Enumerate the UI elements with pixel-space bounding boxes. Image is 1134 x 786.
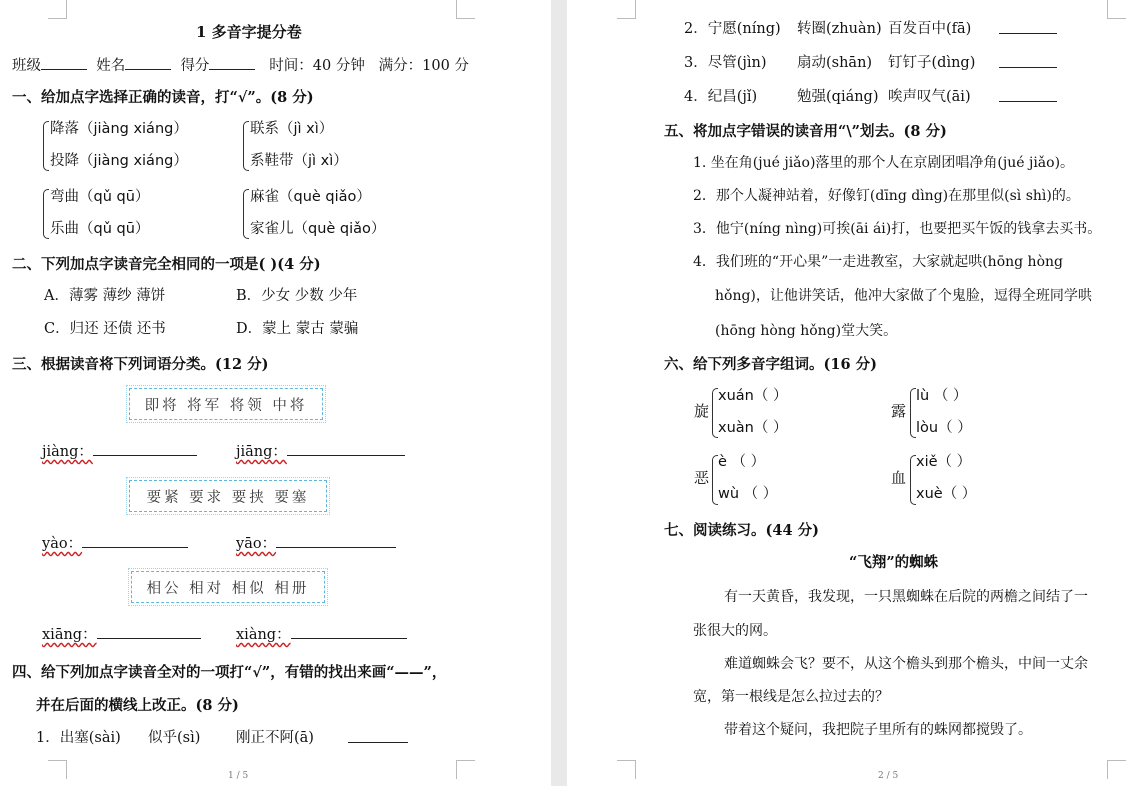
question-item[interactable]: 钉钉子(dìng) bbox=[888, 55, 976, 71]
pinyin-label: xiàng： bbox=[236, 627, 291, 643]
pinyin-row bbox=[42, 624, 201, 645]
score-label: 得分 bbox=[180, 58, 210, 74]
answer-line[interactable] bbox=[287, 441, 405, 456]
answer-line[interactable] bbox=[348, 728, 408, 743]
option-d[interactable]: D．蒙上 蒙古 蒙骗 bbox=[236, 321, 359, 337]
info-line bbox=[12, 55, 469, 76]
question-item[interactable]: 百发百中(fā) bbox=[888, 21, 972, 37]
question-item[interactable]: 刚正不阿(ā) bbox=[236, 730, 314, 746]
choice-item[interactable]: 投降（jiàng xiáng） bbox=[50, 153, 188, 169]
section-6-heading: 六、给下列多音字组词。(16 分) bbox=[664, 356, 877, 373]
answer-line[interactable] bbox=[82, 533, 188, 548]
class-field[interactable] bbox=[41, 55, 87, 70]
pinyin-label: xiāng： bbox=[42, 627, 97, 643]
section-1-heading: 一、给加点字选择正确的读音，打“√”。(8 分) bbox=[12, 89, 314, 106]
page-number: 2 / 5 bbox=[878, 771, 899, 781]
page-title: 1 多音字提分卷 bbox=[196, 23, 302, 41]
answer-line[interactable] bbox=[291, 624, 407, 639]
pinyin-row bbox=[236, 624, 407, 645]
page-number: 1 / 5 bbox=[228, 771, 249, 781]
passage-title: “飞翔”的蜘蛛 bbox=[849, 554, 939, 571]
answer-line[interactable] bbox=[276, 533, 396, 548]
pinyin-label: yāo： bbox=[236, 536, 277, 552]
char-1: 旋 bbox=[694, 402, 710, 420]
section-2-heading: 二、下列加点字读音完全相同的一项是( )(4 分) bbox=[12, 256, 321, 273]
crop-mark bbox=[617, 0, 636, 19]
answer-row bbox=[999, 19, 1057, 40]
question-item[interactable]: 转圈(zhuàn) bbox=[797, 21, 882, 37]
choice-item[interactable]: 麻雀（què qiǎo） bbox=[250, 189, 371, 205]
choice-item[interactable]: 系鞋带（jì xì） bbox=[250, 153, 348, 169]
crop-mark bbox=[456, 760, 475, 779]
passage-text: 张很大的网。 bbox=[693, 623, 777, 639]
question-item[interactable]: 唉声叹气(āi) bbox=[888, 89, 971, 105]
name-label: 姓名 bbox=[96, 58, 126, 74]
sentence-4[interactable]: 4．我们班的“开心果”一走进教室，大家就起哄(hōng hòng bbox=[693, 254, 1063, 270]
word-slot[interactable]: lòu（ ） bbox=[916, 420, 972, 436]
section-5-heading: 五、将加点字错误的读音用“\”划去。(8 分) bbox=[664, 123, 947, 140]
section-7-heading: 七、阅读练习。(44 分) bbox=[664, 522, 819, 539]
choice-item[interactable]: 弯曲（qǔ qū） bbox=[50, 189, 150, 205]
pinyin-row bbox=[236, 441, 405, 462]
page-1 bbox=[0, 0, 551, 786]
time-label: 时间：40 分钟 bbox=[269, 58, 365, 74]
pinyin-label: yào： bbox=[42, 536, 83, 552]
crop-mark bbox=[617, 760, 636, 779]
word-box: 即将 将军 将领 中将 bbox=[129, 388, 323, 420]
choice-item[interactable]: 家雀儿（què qiǎo） bbox=[250, 221, 386, 237]
question-item[interactable]: 扇动(shān) bbox=[797, 55, 873, 71]
brace bbox=[43, 189, 49, 239]
word-slot[interactable]: xuè（ ） bbox=[916, 486, 977, 502]
answer-line[interactable] bbox=[999, 19, 1057, 34]
option-b[interactable]: B．少女 少数 少年 bbox=[236, 288, 358, 304]
answer-line[interactable] bbox=[999, 53, 1057, 68]
word-slot[interactable]: xiě（ ） bbox=[916, 454, 972, 470]
brace bbox=[243, 121, 249, 171]
sentence-3[interactable]: 3．他宁(níng nìng)可挨(āi ái)打，也要把买午饭的钱拿去买书。 bbox=[693, 221, 1102, 237]
char-2: 露 bbox=[891, 402, 907, 420]
word-slot[interactable]: xuàn（ ） bbox=[718, 420, 788, 436]
answer-line[interactable] bbox=[999, 87, 1057, 102]
crop-mark bbox=[48, 760, 67, 779]
pinyin-label: jiāng： bbox=[236, 444, 287, 460]
pinyin-label: jiàng： bbox=[42, 444, 93, 460]
choice-item[interactable]: 联系（jì xì） bbox=[250, 121, 334, 137]
answer-row bbox=[348, 728, 408, 749]
page-2 bbox=[567, 0, 1134, 786]
question-item[interactable]: 勉强(qiáng) bbox=[797, 89, 879, 105]
answer-line[interactable] bbox=[97, 624, 201, 639]
crop-mark bbox=[1107, 760, 1126, 779]
section-4-heading: 四、给下列加点字读音全对的一项打“√”，有错的找出来画“——”， bbox=[12, 664, 447, 681]
question-item[interactable]: 似乎(sì) bbox=[148, 730, 201, 746]
word-box: 相公 相对 相似 相册 bbox=[131, 571, 325, 603]
word-slot[interactable]: lù （ ） bbox=[916, 388, 968, 404]
passage-text: 有一天黄昏，我发现，一只黑蜘蛛在后院的两檐之间结了一 bbox=[724, 589, 1088, 605]
word-slot[interactable]: è （ ） bbox=[718, 454, 766, 470]
score-field[interactable] bbox=[209, 55, 255, 70]
brace bbox=[243, 189, 249, 239]
question-item[interactable]: 4．纪昌(jǐ) bbox=[684, 89, 758, 105]
full-score-label: 满分：100 分 bbox=[378, 58, 469, 74]
choice-item[interactable]: 降落（jiàng xiáng） bbox=[50, 121, 188, 137]
section-3-heading: 三、根据读音将下列词语分类。(12 分) bbox=[12, 356, 269, 373]
pinyin-row bbox=[42, 441, 197, 462]
passage-text: 难道蜘蛛会飞？要不，从这个檐头到那个檐头，中间一丈余 bbox=[724, 656, 1088, 672]
passage-text: 带着这个疑问，我把院子里所有的蛛网都搅毁了。 bbox=[724, 722, 1032, 738]
answer-row bbox=[999, 87, 1057, 108]
question-item[interactable]: 1．出塞(sài) bbox=[36, 730, 121, 746]
sentence-4-end[interactable]: (hōng hòng hǒng)堂大笑。 bbox=[715, 323, 898, 339]
answer-row bbox=[999, 53, 1057, 74]
word-box: 要紧 要求 要挟 要塞 bbox=[129, 480, 327, 512]
passage-text: 宽，第一根线是怎么拉过去的？ bbox=[693, 689, 889, 705]
brace bbox=[43, 121, 49, 171]
word-slot[interactable]: wù （ ） bbox=[718, 486, 778, 502]
question-item[interactable]: 2．宁愿(níng) bbox=[684, 21, 781, 37]
sentence-1[interactable]: 1. 坐在角(jué jiǎo)落里的那个人在京剧团唱净角(jué jiǎo)。 bbox=[693, 155, 1075, 171]
crop-mark bbox=[1107, 0, 1126, 19]
crop-mark bbox=[48, 0, 67, 19]
option-a[interactable]: A．薄雾 薄纱 薄饼 bbox=[44, 288, 166, 304]
word-slot[interactable]: xuán（ ） bbox=[718, 388, 788, 404]
char-3: 恶 bbox=[694, 469, 710, 487]
section-4-heading-cont: 并在后面的横线上改正。(8 分) bbox=[36, 697, 239, 714]
crop-mark bbox=[456, 0, 475, 19]
char-4: 血 bbox=[891, 469, 907, 487]
sentence-2[interactable]: 2．那个人凝神站着，好像钉(dīng dìng)在那里似(sì shì)的。 bbox=[693, 188, 1080, 204]
name-field[interactable] bbox=[125, 55, 171, 70]
pinyin-row bbox=[236, 533, 396, 554]
answer-line[interactable] bbox=[93, 441, 197, 456]
question-item[interactable]: 3．尽管(jìn) bbox=[684, 55, 767, 71]
pinyin-row bbox=[42, 533, 188, 554]
option-c[interactable]: C．归还 还债 还书 bbox=[44, 321, 166, 337]
sentence-4-cont[interactable]: hǒng)，让他讲笑话，他冲大家做了个鬼脸，逗得全班同学哄 bbox=[715, 288, 1092, 304]
choice-item[interactable]: 乐曲（qǔ qū） bbox=[50, 221, 150, 237]
class-label: 班级 bbox=[12, 58, 41, 74]
